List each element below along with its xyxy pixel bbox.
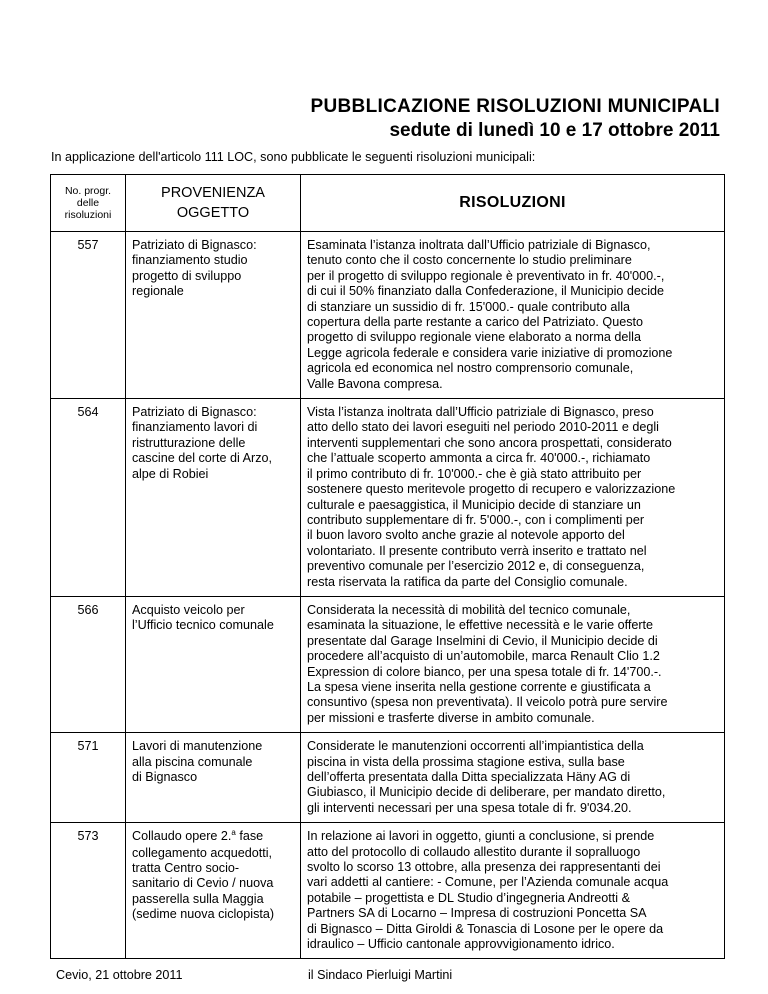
subject-line: collegamento acquedotti,: [132, 845, 273, 860]
text-line: procedere all’acquisto di un’automobile, marca Renault Clio 1.2: [307, 649, 660, 664]
text-line: per il progetto di sviluppo regionale è preventivato in fr. 40'000.-,: [307, 268, 665, 283]
text-line: volontariato. Il presente contributo verrà inserito e trattato nel: [307, 543, 647, 558]
resolution-text: [301, 823, 725, 959]
text-line: presentate dal Garage Inselmini di Cevio, il Municipio decide di: [307, 633, 658, 648]
subject-line: ristrutturazione delle: [132, 435, 246, 450]
footer-place-date: Cevio, 21 ottobre 2011: [56, 968, 183, 982]
text-line: idraulico – Ufficio cantonale approvvigionamento idrico.: [307, 937, 615, 952]
text-line: gli interventi necessari per una spesa totale di fr. 9'034.20.: [307, 800, 632, 815]
header-no-line: delle: [76, 197, 100, 209]
subject-text: fase: [235, 829, 264, 844]
text-line: Considerate le manutenzioni occorrenti all’impiantistica della: [307, 739, 644, 754]
ordinal-superscript: a: [231, 828, 236, 838]
header-provenienza: [126, 175, 301, 232]
subject-line: Acquisto veicolo per: [132, 602, 245, 617]
text-line: resta riservata la ratifica da parte del Consiglio comunale.: [307, 574, 628, 589]
text-line: per missioni e trasferte diverse in ambito comunale.: [307, 710, 595, 725]
header-ris-label: RISOLUZIONI: [459, 194, 566, 212]
resolution-subject: [126, 596, 301, 732]
subject-line: passerella sulla Maggia: [132, 891, 264, 906]
table-row: [51, 733, 725, 823]
subject-line: Patriziato di Bignasco:: [132, 405, 257, 420]
subject-line: finanziamento studio: [132, 253, 248, 268]
resolution-number: 573: [51, 823, 126, 959]
text-line: Expression di colore bianco, per una spesa totale di fr. 14'700.-.: [307, 664, 662, 679]
footer-signature: il Sindaco Pierluigi Martini: [308, 968, 453, 982]
text-line: potabile – progettista e DL Studio d’ingegneria Andreotti &: [307, 890, 630, 905]
text-line: il buon lavoro svolto anche grazie al notevole apporto del: [307, 528, 625, 543]
subject-line: Lavori di manutenzione: [132, 739, 263, 754]
text-line: copertura della parte restante a carico del Patriziato. Questo: [307, 315, 644, 330]
text-line: Partners SA di Locarno – Impresa di costruzioni Poncetta SA: [307, 906, 647, 921]
table-row: [51, 399, 725, 597]
text-line: tenuto conto che il costo concernente lo studio preliminare: [307, 253, 632, 268]
text-line: che l’attuale scoperto ammonta a circa fr. 40'000.-, richiamato: [307, 451, 651, 466]
subject-text: Collaudo opere 2.: [132, 829, 232, 844]
text-line: Vista l’istanza inoltrata dall’Ufficio patriziale di Bignasco, preso: [307, 405, 654, 420]
text-line: Legge agricola federale e considera varie iniziative di promozione: [307, 345, 673, 360]
text-line: sostenere questo meritevole progetto di recupero e valorizzazione: [307, 482, 676, 497]
subject-line: alpe di Robiei: [132, 466, 209, 481]
resolutions-table: [50, 174, 725, 959]
text-line: La spesa viene inserita nella gestione corrente e giustificata a: [307, 679, 651, 694]
text-line: Giubiasco, il Municipio decide di deliberare, per mandato diretto,: [307, 785, 666, 800]
resolution-number: 564: [51, 399, 126, 597]
header-prov-line: OGGETTO: [176, 205, 250, 221]
page-subtitle: sedute di lunedì 10 e 17 ottobre 2011: [389, 120, 720, 141]
text-line: svolto lo scorso 13 ottobre, alla presenza dei rappresentanti dei: [307, 860, 661, 875]
text-line: esaminata la situazione, le effettive necessità e le varie offerte: [307, 618, 654, 633]
text-line: Valle Bavona compresa.: [307, 376, 443, 391]
subject-line: tratta Centro socio-: [132, 861, 240, 876]
resolution-number: 557: [51, 232, 126, 399]
text-line: di Bignasco – Ditta Giroldi & Tonascia di Losone per le opere da: [307, 921, 664, 936]
text-line: progetto di sviluppo regionale viene elaborato a norma della: [307, 330, 641, 345]
text-line: di stanziare un sussidio di fr. 15'000.- quale contributo alla: [307, 299, 631, 314]
subject-line: Patriziato di Bignasco:: [132, 238, 257, 252]
text-line: atto dello stato dei lavori eseguiti nel periodo 2010-2011 e degli: [307, 420, 659, 435]
subject-line: di Bignasco: [132, 770, 198, 784]
table-header-row: [51, 175, 725, 232]
subject-line: cascine del corte di Arzo,: [132, 451, 273, 466]
text-line: piscina in vista della prossima stagione estiva, sulla base: [307, 754, 625, 769]
header-risoluzioni: [301, 175, 725, 232]
text-line: culturale e paesaggistica, il Municipio decide di stanziare un: [307, 497, 641, 512]
text-line: preventivo comunale per l’esercizio 2012 e, di conseguenza,: [307, 559, 645, 574]
table-row: [51, 823, 725, 959]
subject-line: l’Ufficio tecnico comunale: [132, 618, 274, 633]
text-line: il primo contributo di fr. 10'000.- che è già stato attribuito per: [307, 466, 642, 481]
header-no-line: risoluzioni: [64, 209, 112, 221]
text-line: dell’offerta presentata dalla Ditta specializzata Häny AG di: [307, 770, 631, 784]
header-no-progr: [51, 175, 126, 232]
resolution-subject: [126, 399, 301, 597]
resolution-text: [301, 232, 725, 399]
subject-line: regionale: [132, 284, 184, 299]
resolution-number: 566: [51, 596, 126, 732]
header-prov-line: PROVENIENZA: [161, 185, 265, 201]
text-line: consuntivo (spesa non preventivata). Il veicolo potrà pure servire: [307, 695, 668, 710]
text-line: interventi supplementari che sono ancora prospettati, considerato: [307, 435, 672, 450]
text-line: vari addetti al cantiere: - Comune, per l’Azienda comunale acqua: [307, 875, 669, 890]
text-line: contributo supplementare di fr. 5'000.-, con i complimenti per: [307, 512, 645, 527]
text-line: atto del protocollo di collaudo allestito durante il sopralluogo: [307, 844, 641, 859]
text-line: Considerata la necessità di mobilità del tecnico comunale,: [307, 602, 631, 617]
resolution-subject: [126, 823, 301, 959]
resolution-subject: [126, 232, 301, 399]
resolution-number: 571: [51, 733, 126, 823]
subject-line: sanitario di Cevio / nuova: [132, 876, 274, 891]
text-line: Esaminata l’istanza inoltrata dall’Ufficio patriziale di Bignasco,: [307, 238, 651, 252]
resolution-subject: [126, 733, 301, 823]
resolution-text: [301, 596, 725, 732]
subject-line: progetto di sviluppo: [132, 268, 242, 283]
text-line: In relazione ai lavori in oggetto, giunti a conclusione, si prende: [307, 829, 655, 844]
table-row: [51, 596, 725, 732]
resolution-text: [301, 733, 725, 823]
resolution-text: [301, 399, 725, 597]
header-no-line: No. progr.: [64, 185, 112, 197]
intro-text: In applicazione dell'articolo 111 LOC, sono pubblicate le seguenti risoluzioni municipali:: [51, 150, 536, 164]
subject-line: finanziamento lavori di: [132, 420, 258, 435]
subject-line: alla piscina comunale: [132, 754, 253, 769]
table-row: [51, 232, 725, 399]
subject-line: [132, 829, 294, 845]
page-title: PUBBLICAZIONE RISOLUZIONI MUNICIPALI: [310, 96, 720, 117]
text-line: di cui il 50% finanziato dalla Confederazione, il Municipio decide: [307, 284, 665, 299]
text-line: agricola ed economica nel nostro comprensorio comunale,: [307, 361, 634, 376]
subject-line: (sedime nuova ciclopista): [132, 907, 275, 922]
